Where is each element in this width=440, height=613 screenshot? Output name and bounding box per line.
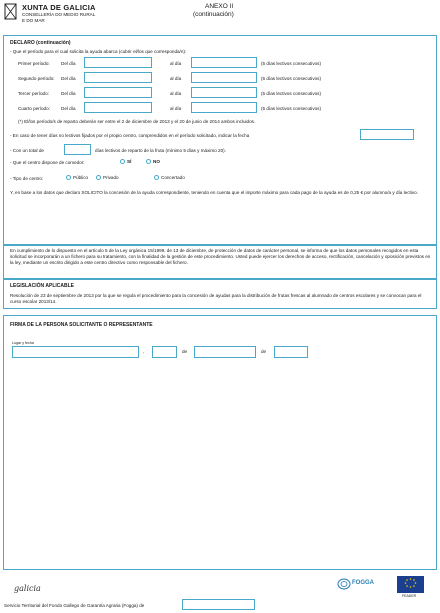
comedor-no-option[interactable]: NO [146, 159, 160, 165]
feader-label: FEADER [402, 594, 417, 598]
day-field[interactable] [152, 346, 177, 358]
firma-title: FIRMA DE LA PERSONA SOLICITANTE O REPRESENTANTE [10, 322, 153, 328]
eu-flag-icon [397, 576, 424, 593]
tipo-question: - Tipo de centro: [10, 176, 44, 181]
total-days-field[interactable] [64, 144, 91, 155]
fogga-logo: FOGGA [336, 577, 374, 591]
period-question: - Que el período para el cual solicita la ayuda abarca (cubrir el/los que corresponda/n): [10, 49, 187, 54]
org-line2: CONSELLERÍA DO MEDIO RURAL [22, 12, 96, 17]
lugar-field[interactable] [12, 346, 139, 358]
period-1-to: al día [170, 61, 182, 66]
period-1-start-field[interactable] [84, 57, 152, 68]
period-1-note: (5 días lectivos consecutivos) [261, 61, 321, 66]
period-4-to: al día [170, 106, 182, 111]
annex-continuation: (continuación) [193, 11, 234, 18]
de-2: de [261, 349, 267, 354]
tipo-concertado-option[interactable]: Concertado [154, 175, 185, 181]
legislacion-title: LEGISLACIÓN APLICABLE [10, 283, 74, 289]
period-2-note: (5 días lectivos consecutivos) [261, 76, 321, 81]
period-4-note: (5 días lectivos consecutivos) [261, 106, 321, 111]
tipo-concertado-radio[interactable] [154, 175, 159, 180]
servicio-label: Servicio Territorial del Fondo Gallego de Garantía Agraria (Fogga) de [4, 603, 145, 608]
legislacion-section [3, 279, 437, 309]
year-field[interactable] [274, 346, 308, 358]
legislacion-text: Resolución de 23 de septiembre de 2013 por la que se regula el procedimiento para la concesión de ayudas para la distribución de frutas frescas al alumnado de centros escolares y se convocan para el curso escolar 2013/14. [10, 293, 422, 304]
comedor-no-radio[interactable] [146, 159, 151, 164]
declaro-section [3, 35, 437, 245]
period-4-end-field[interactable] [191, 102, 257, 113]
comedor-question: - Que el centro dispone de comedor: [10, 160, 85, 165]
tipo-privado-radio[interactable] [96, 175, 101, 180]
period-2-label: Segundo período: [18, 76, 55, 81]
period-3-start-field[interactable] [84, 87, 152, 98]
org-line1: XUNTA DE GALICIA [22, 3, 96, 12]
period-2-from: Del día [61, 76, 76, 81]
period-3-from: Del día [61, 91, 76, 96]
period-2-start-field[interactable] [84, 72, 152, 83]
galicia-logo: galicia [14, 584, 41, 593]
period-3-note: (5 días lectivos consecutivos) [261, 91, 321, 96]
comma-separator: , [143, 349, 145, 354]
servicio-field[interactable] [182, 599, 255, 610]
period-1-label: Primer período: [18, 61, 50, 66]
org-line3: E DO MAR [22, 18, 45, 23]
solicito-text: Y, en base a los datos que declaro SOLICITO la concesión de la ayuda correspondiente, teniendo en cuenta que el importe máximo para cada pago de la ayuda es de 0,25 € por alumno/a y día lectivo. [10, 190, 418, 195]
tipo-publico-option[interactable]: Público [66, 175, 88, 181]
no-lectivos-text: - En caso de tener días no lectivos fijados por el propio centro, comprendidos en el período solicitado, indicar la fecha [10, 133, 250, 138]
no-lectivos-date-field[interactable] [360, 129, 414, 140]
annex-title: ANEXO II [205, 3, 234, 10]
comedor-si-option[interactable]: SÍ [120, 159, 131, 165]
period-1-end-field[interactable] [191, 57, 257, 68]
declaro-title: DECLARO (continuación) [10, 40, 71, 46]
period-3-end-field[interactable] [191, 87, 257, 98]
de-1: de [182, 349, 188, 354]
total-prefix: - Con un total de [10, 148, 44, 153]
period-footnote: (*) El/los período/s de reparto deberán ser entre el 2 de diciembre de 2013 y el 20 de junio de 2014 ambos incluidos. [18, 119, 256, 124]
month-field[interactable] [194, 346, 256, 358]
firma-section [3, 315, 437, 570]
period-4-start-field[interactable] [84, 102, 152, 113]
period-2-end-field[interactable] [191, 72, 257, 83]
comedor-si-radio[interactable] [120, 159, 125, 164]
lopd-section [3, 245, 437, 279]
period-3-to: al día [170, 91, 182, 96]
tipo-privado-option[interactable]: Privado [96, 175, 119, 181]
period-4-from: Del día [61, 106, 76, 111]
lopd-text: En cumplimiento de lo dispuesto en el artículo 5 de la Ley orgánica 15/1999, de 13 de diciembre, de protección de datos de carácter personal, se informa de que los datos personales recogidos en esta solicitud se incorporarán a un fichero para su tratamiento, con la finalidad de la gestión de este procedimiento. Usted puede ejercer los derechos de acceso, rectificación, cancelación y oposición previstos en la ley, mediante un escrito dirigido a este centro directivo como responsable del fichero. [10, 248, 431, 265]
period-1-from: Del día [61, 61, 76, 66]
tipo-publico-radio[interactable] [66, 175, 71, 180]
period-2-to: al día [170, 76, 182, 81]
xunta-logo [4, 3, 17, 20]
lugar-fecha-label: Lugar y fecha [12, 341, 34, 345]
total-suffix: días lectivos de reparto de la fruta (mínimo 5 días y máximo 20). [95, 148, 226, 153]
period-3-label: Tercer período: [18, 91, 49, 96]
period-4-label: Cuarto período: [18, 106, 50, 111]
